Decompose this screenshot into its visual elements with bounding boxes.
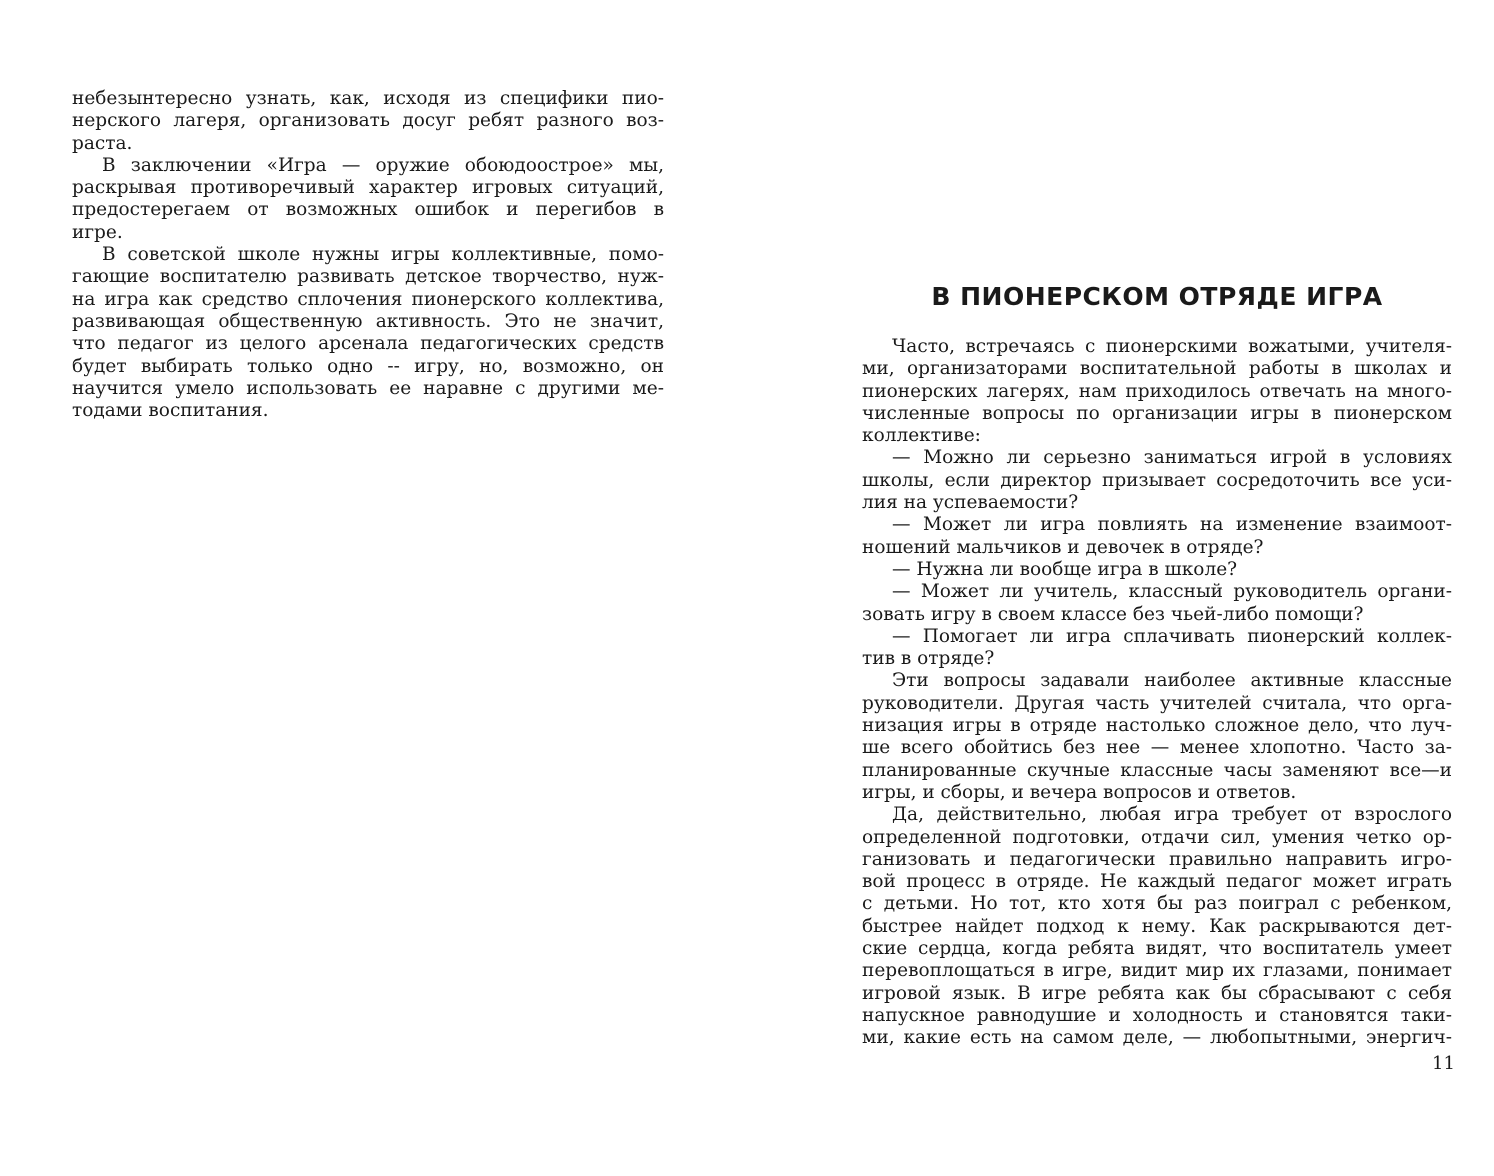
text-line: низация игры в отряде настолько сложное дело, что луч- [862,715,1452,737]
text-line: раскрывая противоречивый характер игровых ситуаций, [72,177,664,199]
text-line: руководители. Другая часть учителей считала, что орга- [862,692,1452,714]
text-line: школы, если директор призывает сосредоточить все уси- [862,469,1452,491]
page-number: 11 [1432,1053,1455,1074]
text-line: небезынтересно узнать, как, исходя из специфики пио- [72,88,664,109]
text-line: перевоплощаться в игре, видит мир их глазами, понимает [862,960,1452,982]
text-line: игре. [72,221,123,243]
text-line: напускное равнодушие и холодность и становятся таки- [862,1004,1452,1026]
text-line: быстрее найдет подход к нему. Как раскрываются дет- [862,915,1452,937]
text-line: Эти вопросы задавали наиболее активные классные [892,670,1452,692]
text-line: гающие воспитателю развивать детское творчество, нуж- [72,266,664,288]
text-line: — Нужна ли вообще игра в школе? [892,558,1238,580]
text-line: ше всего обойтись без нее — менее хлопотно. Часто за- [862,737,1452,759]
text-line: с детьми. Но тот, кто хотя бы раз поиграл с ребенком, [862,893,1452,915]
text-line: ми, организаторами воспитательной работы в школах и [862,358,1452,380]
text-line: развивающая общественную активность. Это не значит, [72,310,664,332]
text-line: тодами воспитания. [72,400,269,422]
text-line: раста. [72,132,133,154]
left-page-body [72,88,664,422]
text-line: планированные скучные классные часы заменяют все—и [862,759,1452,781]
text-line: на игра как средство сплочения пионерского коллектива, [72,288,664,310]
text-line: вой процесс в отряде. Не каждый педагог может играть [862,871,1452,893]
text-line: игровой язык. В игре ребята как бы сбрасывают с себя [862,982,1452,1004]
text-line: лия на успеваемости? [862,492,1079,514]
text-line: игры, и сборы, и вечера вопросов и ответов. [862,781,1297,803]
text-line: ганизовать и педагогически правильно направить игро- [862,848,1452,870]
left-page [72,88,664,422]
text-line: — Помогает ли игра сплачивать пионерский коллек- [892,625,1452,647]
text-line: определенной подготовки, отдачи сил, умения четко ор- [862,826,1452,848]
text-line: Да, действительно, любая игра требует от взрослого [892,804,1452,826]
text-line: нерского лагеря, организовать досуг ребят разного воз- [72,110,664,132]
text-line: — Может ли учитель, классный руководитель органи- [892,581,1452,603]
text-line: ношений мальчиков и девочек в отряде? [862,536,1264,558]
chapter-title: В ПИОНЕРСКОМ ОТРЯДЕ ИГРА [931,282,1383,311]
text-line: В заключении «Игра — оружие обоюдоострое» мы, [102,154,664,176]
text-line: — Можно ли серьезно заниматься игрой в условиях [892,447,1452,469]
text-line: ские сердца, когда ребята видят, что воспитатель умеет [862,938,1452,960]
right-page-body [862,336,1452,1050]
text-line: научится умело использовать ее наравне с другими ме- [72,377,664,399]
text-line: — Может ли игра повлиять на изменение взаимоот- [892,514,1452,536]
text-line: предостерегаем от возможных ошибок и перегибов в [72,199,664,221]
text-line: тив в отряде? [862,648,995,670]
text-line: пионерских лагерях, нам приходилось отвечать на много- [862,380,1452,402]
text-line: коллективе: [862,425,981,447]
text-line: В советской школе нужны игры коллективные, помо- [102,244,664,266]
text-line: численные вопросы по организации игры в пионерском [862,402,1452,424]
text-line: зовать игру в своем классе без чьей-либо помощи? [862,603,1364,625]
text-line: Часто, встречаясь с пионерскими вожатыми, учителя- [892,336,1452,357]
text-line: ми, какие есть на самом деле, — любопытными, энергич- [862,1027,1452,1049]
text-line: что педагог из целого арсенала педагогических средств [72,333,664,355]
text-line: будет выбирать только одно -- игру, но, возможно, он [72,355,664,377]
